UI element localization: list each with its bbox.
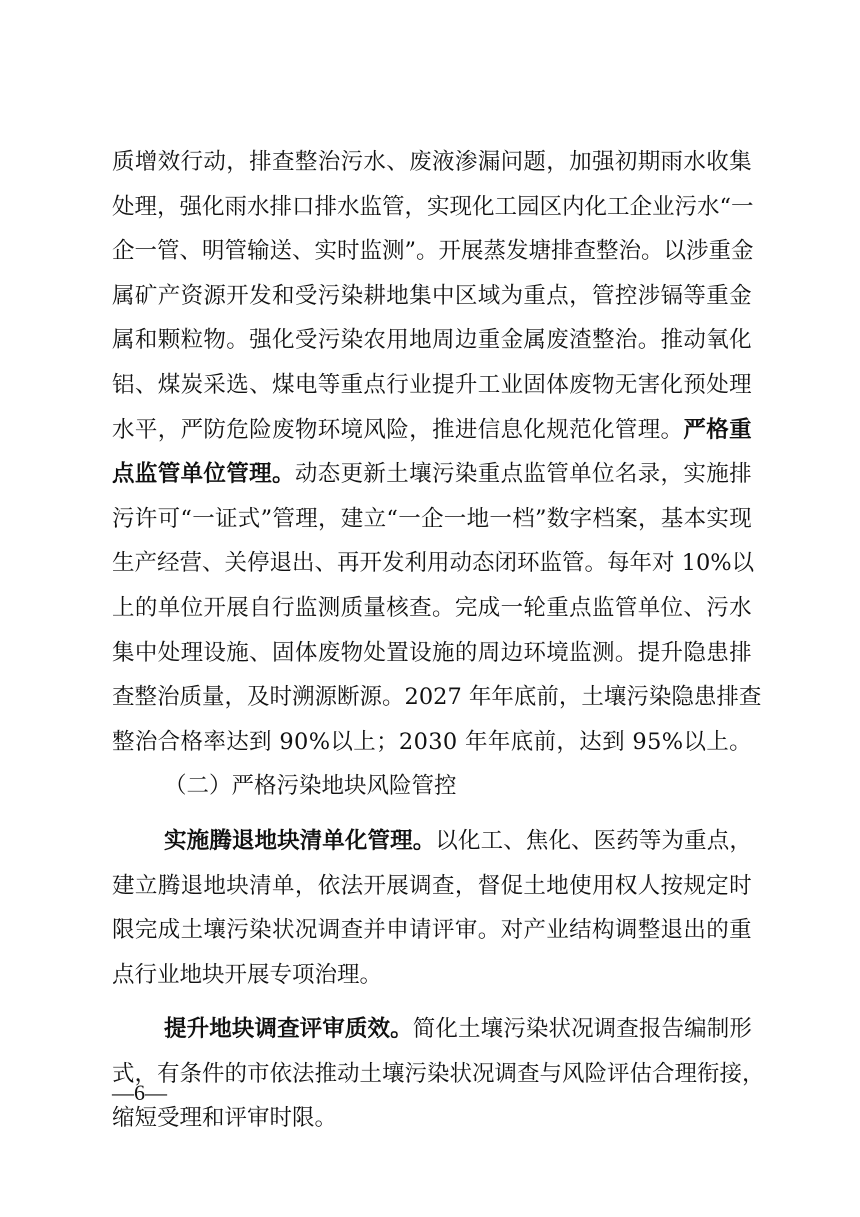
line-text: 集中处理设施、固体废物处置设施的周边环境监测。提升隐患排 <box>112 639 752 666</box>
page-number: —6— <box>112 1080 167 1105</box>
text-line <box>112 586 752 631</box>
line-text: 缩短受理和评审时限。 <box>112 1105 338 1132</box>
bold-heading-text: 提升地块调查评审质效。 <box>164 1016 413 1043</box>
text-line <box>112 452 752 497</box>
line-text: 限完成土壤污染状况调查并申请评审。对产业结构调整退出的重 <box>112 917 752 944</box>
text-line <box>112 819 752 864</box>
text-line <box>112 274 752 319</box>
line-text: 动态更新土壤污染重点监管单位名录，实施排 <box>294 461 752 488</box>
line-text: 上的单位开展自行监测质量核查。完成一轮重点监管单位、污水 <box>112 594 752 621</box>
line-text: 点行业地块开展专项治理。 <box>112 961 383 988</box>
line-text: 污许可“一证式”管理，建立“一企一地一档”数字档案，基本实现 <box>112 505 752 532</box>
text-line <box>112 140 752 185</box>
line-text: 生产经营、关停退出、再开发利用动态闭环监管。每年对 10%以 <box>112 550 755 577</box>
bold-heading-text: 实施腾退地块清单化管理。 <box>164 827 436 854</box>
line-text: 属矿产资源开发和受污染耕地集中区域为重点，管控涉镉等重金 <box>112 282 752 309</box>
text-line <box>112 408 752 453</box>
text-line <box>112 363 752 408</box>
line-text: 铝、煤炭采选、煤电等重点行业提升工业固体废物无害化预处理 <box>112 371 752 398</box>
line-text: 水平，严防危险废物环境风险，推进信息化规范化管理。 <box>112 416 684 443</box>
line-text: 属和颗粒物。强化受污染农用地周边重金属废渣整治。推动氧化 <box>112 327 752 354</box>
text-line <box>112 1052 765 1097</box>
line-text: 处理，强化雨水排口排水监管，实现化工园区内化工企业污水“一 <box>112 193 754 220</box>
text-line <box>112 1007 752 1052</box>
text-line <box>112 185 752 230</box>
text-line <box>112 229 752 274</box>
subheading-text: （二）严格污染地块风险管控 <box>164 773 457 800</box>
text-line <box>112 631 752 676</box>
line-text: 企一管、明管输送、实时监测”。开展蒸发塘排查整治。以涉重金 <box>112 238 754 265</box>
line-text: 以化工、焦化、医药等为重点， <box>435 827 752 854</box>
line-text: 简化土壤污染状况调查报告编制形 <box>412 1016 752 1043</box>
text-line <box>112 864 752 909</box>
line-text: 质增效行动，排查整治污水、废液渗漏问题，加强初期雨水收集 <box>112 149 752 175</box>
text-line <box>112 497 752 542</box>
bold-heading-text: 点监管单位管理。 <box>112 461 295 488</box>
line-text: 查整治质量，及时溯源断源。2027 年年底前，土壤污染隐患排查 <box>112 684 762 711</box>
text-line <box>112 953 752 998</box>
section-subheading <box>112 764 752 809</box>
line-text: 整治合格率达到 90%以上；2030 年年底前，达到 95%以上。 <box>112 728 752 755</box>
text-line <box>112 318 752 363</box>
text-line <box>112 541 755 586</box>
body-text <box>112 140 765 1141</box>
text-line <box>112 908 752 953</box>
bold-heading-text: 严格重 <box>683 416 752 443</box>
line-text: 建立腾退地块清单，依法开展调查，督促土地使用权人按规定时 <box>112 872 752 899</box>
text-line <box>112 720 752 765</box>
line-text: 式，有条件的市依法推动土壤污染状况调查与风险评估合理衔接， <box>112 1060 765 1087</box>
text-line <box>112 1096 752 1141</box>
text-line <box>112 675 762 720</box>
